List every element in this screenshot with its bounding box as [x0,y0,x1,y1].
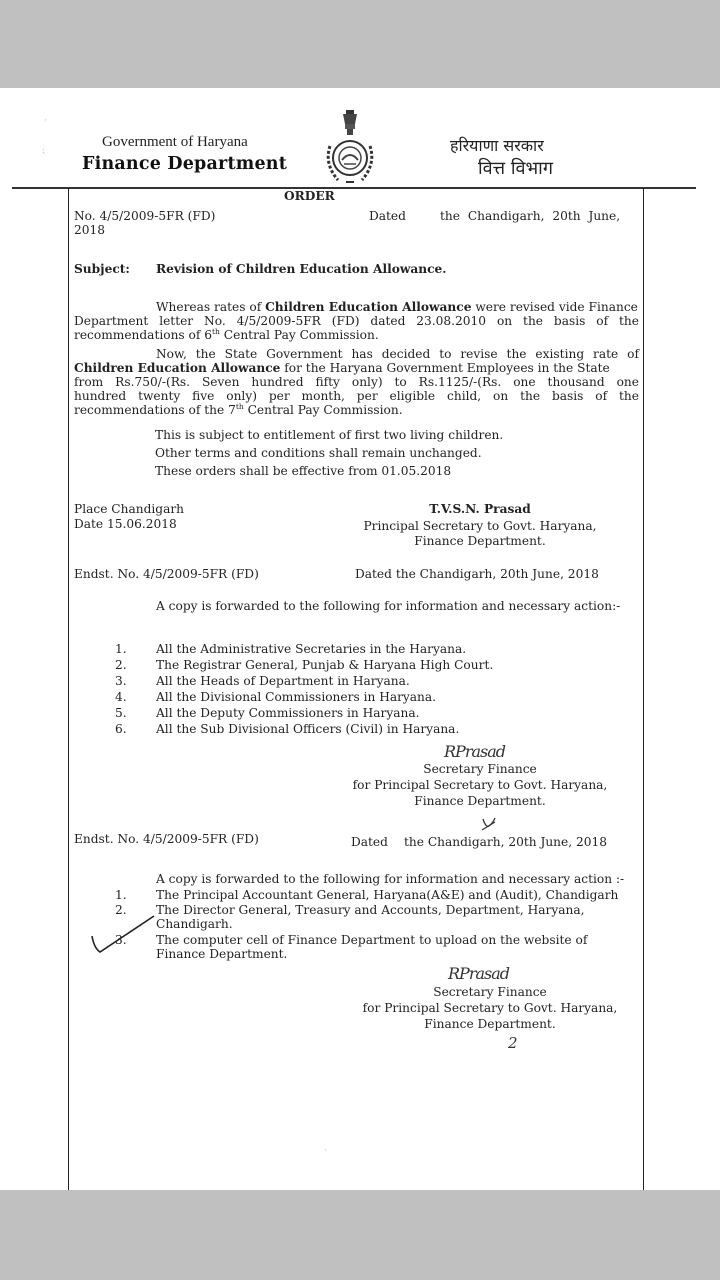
date: Date 15.06.2018 [74,517,177,531]
para2-line5: recommendations of the 7th Central Pay Commission. [74,402,403,417]
list-item: 6. [115,722,127,736]
subject-label: Subject: [74,262,130,276]
list-item-text: All the Heads of Department in Haryana. [156,674,410,688]
para2-line2: Children Education Allowance for the Haryana Government Employees in the State [74,361,610,375]
endst1-sign-dept: Finance Department. [414,794,546,808]
endst2-sign-for: for Principal Secretary to Govt. Haryana, [362,1001,618,1015]
list-item-text: The Registrar General, Punjab & Haryana High Court. [156,658,494,672]
frame-right-border [643,188,644,1190]
order-dated-value: the Chandigarh, 20th June, [440,209,621,223]
condition-3: These orders shall be effective from 01.05.2018 [155,464,452,478]
letterhead-govt-hi: हरियाणा सरकार [450,136,544,155]
list-item: 1. [115,642,127,656]
endst2-intro: A copy is forwarded to the following for information and necessary action :- [156,872,625,886]
endst2-sign-title: Secretary Finance [433,985,547,999]
checkmark-icon [88,910,158,964]
list-item-text: The computer cell of Finance Department to upload on the website of [156,933,588,947]
handwritten-page-mark: 2 [508,1034,517,1052]
signatory-name: T.V.S.N. Prasad [429,502,531,516]
list-item-text: The Principal Accountant General, Haryana(A&E) and (Audit), Chandigarh [156,888,619,902]
scan-mark: ⁏ [42,146,46,156]
endst1-dated: Dated the Chandigarh, 20th June, 2018 [355,567,599,581]
list-item-text: All the Deputy Commissioners in Haryana. [156,706,420,720]
subject-text: Revision of Children Education Allowance. [156,262,447,276]
endst1-sign-title: Secretary Finance [423,762,537,776]
list-item: 2. [115,658,127,672]
condition-2: Other terms and conditions shall remain unchanged. [155,446,482,460]
letterhead-rule [12,187,696,189]
signatory-title: Principal Secretary to Govt. Haryana, [363,519,597,533]
endst1-sign-for: for Principal Secretary to Govt. Haryana, [352,778,608,792]
para2-line4: hundred twenty five only) per month, per eligible child, on the basis of the [74,389,639,403]
condition-1: This is subject to entitlement of first two living children. [155,428,504,442]
letterhead-dept-hi: वित्त विभाग [478,158,553,179]
list-item-text: All the Sub Divisional Officers (Civil) in Haryana. [156,722,460,736]
list-item-text: All the Divisional Commissioners in Haryana. [156,690,437,704]
endst2-number: Endst. No. 4/5/2009-5FR (FD) [74,832,259,846]
letterhead-govt-en: Government of Haryana [102,134,248,150]
para1-line3: recommendations of 6th Central Pay Commission. [74,327,379,342]
para2-line3: from Rs.750/-(Rs. Seven hundred fifty only) to Rs.1125/-(Rs. one thousand one [74,375,639,389]
frame-left-border [68,188,69,1190]
signatory-dept: Finance Department. [414,534,546,548]
list-item: 5. [115,706,127,720]
handwritten-signature: RPrasad [448,964,509,983]
place: Place Chandigarh [74,502,185,516]
endst2-dated-value: the Chandigarh, 20th June, 2018 [404,835,608,849]
endst2-sign-dept: Finance Department. [424,1017,556,1031]
list-item: 3. [115,674,127,688]
list-item-text-cont: Chandigarh. [156,917,233,931]
list-item: 1. [115,888,127,902]
handwritten-tick-icon [480,816,498,836]
order-heading: ORDER [284,189,335,203]
document-page [0,88,720,1190]
list-item-text-cont: Finance Department. [156,947,288,961]
list-item: 3. [115,933,127,947]
endst1-number: Endst. No. 4/5/2009-5FR (FD) [74,567,259,581]
order-number: No. 4/5/2009-5FR (FD) [74,209,216,223]
scan-mark: · [324,1146,327,1156]
order-dated-label: Dated [369,209,406,223]
list-item: 4. [115,690,127,704]
list-item: 2. [115,903,127,917]
para1-line1: Whereas rates of Children Education Allowance were revised vide Finance [156,300,638,314]
endst2-dated-label: Dated [351,835,388,849]
para2-line1: Now, the State Government has decided to revise the existing rate of [156,347,639,361]
handwritten-signature: RPrasad [444,742,505,761]
state-emblem-icon [316,106,384,188]
letterhead-dept-en: Finance Department [82,154,287,174]
order-number-year: 2018 [74,223,106,237]
list-item-text: The Director General, Treasury and Accounts, Department, Haryana, [156,903,585,917]
endst1-intro: A copy is forwarded to the following for information and necessary action:- [156,599,621,613]
list-item-text: All the Administrative Secretaries in the Haryana. [156,642,467,656]
para1-line2: Department letter No. 4/5/2009-5FR (FD) dated 23.08.2010 on the basis of the [74,314,639,328]
scan-mark: · [44,116,47,126]
